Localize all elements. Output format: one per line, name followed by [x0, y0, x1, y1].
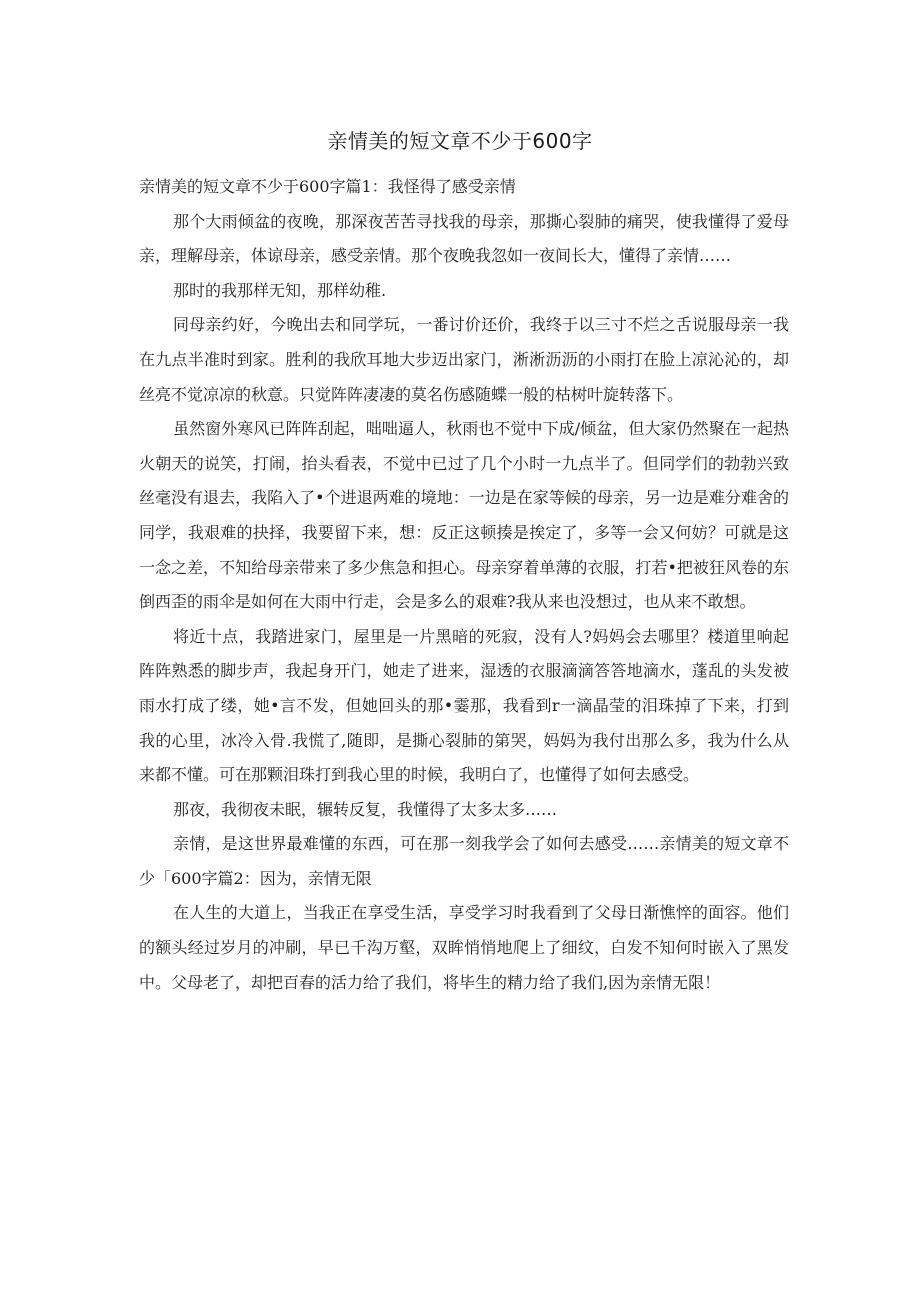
subtitle-paragraph: 亲情美的短文章不少于600字篇1：我怪得了感受亲情	[139, 177, 516, 196]
body-paragraph: 在人生的大道上，当我正在享受生活，享受学习时我看到了父母日渐憔悴的面容。他们的额头经过岁月的冲刷，早已千沟万壑，双眸悄悄地爬上了细纹，白发不知何时嵌入了黑发中。父母老了，却把百春的活力给了我们，将毕生的精力给了我们,因为亲情无限！	[139, 903, 789, 992]
body-paragraph: 那时的我那样无知，那样幼稚.	[173, 280, 387, 300]
body-paragraph: 虽然窗外寒风已阵阵刮起，咄咄逼人，秋雨也不觉中下成/倾盆，但大家仍然聚在一起热火朝天的说笑，打闹，抬头看表，不觉中已过了几个小时一九点半了。但同学们的勃勃兴致丝毫没有退去，我陷入了•个进退两难的境地：一边是在家等候的母亲，另一边是难分难舍的同学，我艰难的抉择，我要留下来，想：反正这顿揍是挨定了，多等一会又何妨？可就是这一念之差，不知给母亲带来了多少焦急和担心。母亲穿着单薄的衣服，打若•把被狂风卷的东倒西歪的雨伞是如何在大雨中行走，会是多么的艰难?我从来也没想过，也从来不敢想。	[139, 419, 789, 612]
body-paragraph: 将近十点，我踏进家门，屋里是一片黑暗的死寂，没有人?妈妈会去哪里？楼道里响起阵阵熟悉的脚步声，我起身开门，她走了进来，湿透的衣服滴滴答答地滴水，蓬乱的头发被雨水打成了缕，她•言不发，但她回头的那•霎那，我看到r一滴晶莹的泪珠掉了下来，打到我的心里，冰冷入骨.我慌了,随即，是撕心裂肺的第哭，妈妈为我付出那么多，我为什么从来都不懂。可在那颗泪珠打到我心里的时候，我明白了，也懂得了如何去感受。	[139, 626, 789, 785]
document-body	[139, 170, 789, 1000]
body-paragraph: 那夜，我彻夜未眠，辗转反复，我懂得了太多太多……	[173, 799, 558, 819]
document-title: 亲情美的短文章不少于600字	[327, 129, 593, 153]
body-paragraph: 那个大雨倾盆的夜晚，那深夜苦苦寻找我的母亲，那撕心裂肺的痛哭，使我懂得了爱母亲，理解母亲，体谅母亲，感受亲情。那个夜晚我忽如一夜间长大，懂得了亲情……	[139, 211, 789, 266]
body-paragraph: 同母亲约好，今晚出去和同学玩，一番讨价还价，我终于以三寸不烂之舌说服母亲一我在九点半准时到家。胜利的我欣耳地大步迈出家门，淅淅沥沥的小雨打在脸上凉沁沁的，却丝亮不觉凉凉的秋意。只觉阵阵凄凄的莫名伤感随蝶一般的枯树叶旋转落下。	[139, 315, 789, 404]
body-paragraph: 亲情，是这世界最难懂的东西，可在那一刻我学会了如何去感受……亲情美的短文章不少「600字篇2：因为，亲情无限	[139, 834, 789, 888]
